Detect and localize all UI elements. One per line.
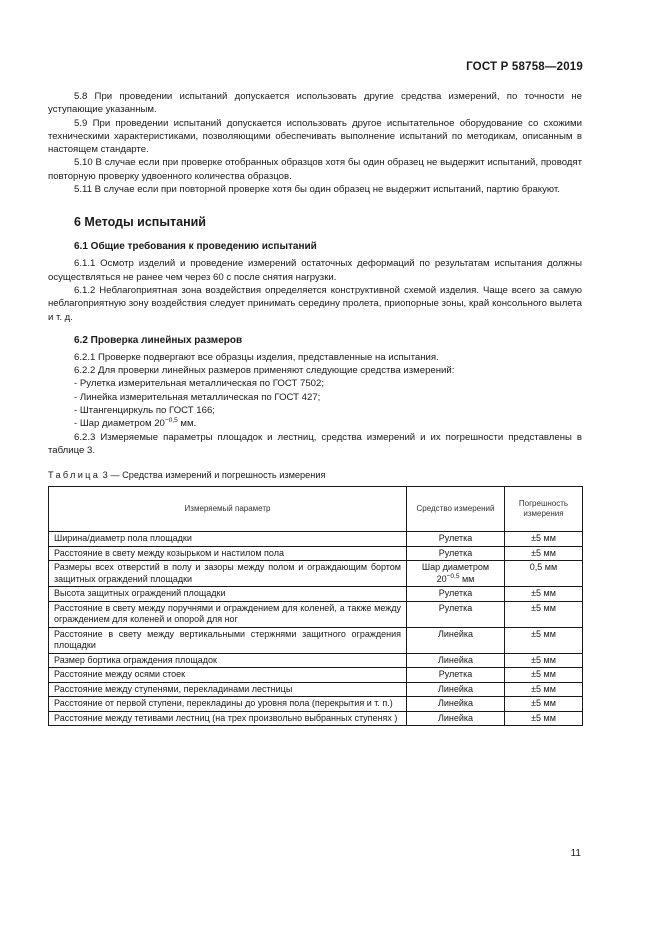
- header-error: Погрешность измерения: [505, 487, 583, 532]
- section-heading-6: 6 Методы испытаний: [74, 215, 206, 230]
- cell-tool: Линейка: [407, 711, 505, 726]
- cell-tool-text: Шар диаметром 20: [421, 562, 490, 584]
- cell-error: ±5 мм: [505, 546, 583, 561]
- page-number: 11: [570, 848, 581, 859]
- paragraph-5-9: 5.9 При проведении испытаний допускается использовать другое испытательное оборудование со схожими техническими характеристиками, позволяющими обеспечивать выполнение испытаний по методикам, описанным в настоящем стандарте.: [48, 117, 582, 156]
- cell-tool: [407, 561, 505, 587]
- table-caption: [48, 470, 582, 480]
- header-tool: Средство измерений: [407, 487, 505, 532]
- cell-tool: Рулетка: [407, 532, 505, 547]
- cell-parameter: Размеры всех отверстий в полу и зазоры между полом и ограждающим бортом защитных ограждений площадки: [49, 561, 407, 587]
- cell-tool: Рулетка: [407, 587, 505, 602]
- table-row: [49, 711, 583, 726]
- cell-parameter: Расстояние в свету между козырьком и настилом пола: [49, 546, 407, 561]
- table-header-row: [49, 487, 583, 532]
- subsection-heading-6-1: 6.1 Общие требования к проведению испытаний: [74, 241, 317, 253]
- cell-error: ±5 мм: [505, 711, 583, 726]
- cell-error: 0,5 мм: [505, 561, 583, 587]
- cell-parameter: Расстояние между тетивами лестниц (на трех произвольно выбранных ступенях ): [49, 711, 407, 726]
- paragraph-6-2-3: 6.2.3 Измеряемые параметры площадок и лестниц, средства измерений и их погрешности представлены в таблице 3.: [48, 431, 582, 456]
- list-item-ball-unit: мм.: [177, 418, 197, 430]
- paragraph-6-2-1: 6.2.1 Проверке подвергают все образцы изделия, представленные на испытания.: [74, 351, 439, 363]
- cell-parameter: Ширина/диаметр пола площадки: [49, 532, 407, 547]
- page-content: [48, 90, 582, 726]
- cell-error: ±5 мм: [505, 697, 583, 712]
- table-row: [49, 697, 583, 712]
- list-item: - Рулетка измерительная металлическая по ГОСТ 7502;: [74, 378, 325, 390]
- cell-parameter: Расстояние между ступенями, перекладинами лестницы: [49, 682, 407, 697]
- cell-error: ±5 мм: [505, 668, 583, 683]
- paragraph-5-10: 5.10 В случае если при проверке отобранных образцов хотя бы один образец не выдержит испытаний, проводят повторную проверку удвоенного количества образцов.: [48, 157, 582, 182]
- cell-parameter: Расстояние от первой ступени, перекладины до уровня пола (перекрытия и т. п.): [49, 697, 407, 712]
- cell-tool: Рулетка: [407, 601, 505, 627]
- paragraph-6-1-2: 6.1.2 Неблагоприятная зона воздействия определяется конструктивной схемой изделия. Чаще всего за самую неблагоприятную зону воздействия следует принимать середину пролета, приопорные зоны, край консольного вылета и т. д.: [48, 284, 582, 323]
- table-row: [49, 601, 583, 627]
- table-row: [49, 627, 583, 653]
- tolerance-superscript: −0,5: [164, 417, 178, 425]
- header-parameter: Измеряемый параметр: [49, 487, 407, 532]
- cell-tool: Линейка: [407, 627, 505, 653]
- cell-error: ±5 мм: [505, 532, 583, 547]
- list-item-ball-text: - Шар диаметром 20: [74, 418, 165, 430]
- cell-error: ±5 мм: [505, 587, 583, 602]
- cell-tool: Линейка: [407, 697, 505, 712]
- cell-tool: Рулетка: [407, 668, 505, 683]
- paragraph-5-8: 5.8 При проведении испытаний допускается использовать другие средства измерений, по точности не уступающие указанным.: [48, 91, 582, 116]
- subsection-heading-6-2: 6.2 Проверка линейных размеров: [74, 334, 243, 346]
- paragraph-5-11: 5.11 В случае если при повторной проверке хотя бы один образец не выдержит испытаний, партию бракуют.: [74, 184, 560, 196]
- cell-parameter: Размер бортика ограждения площадок: [49, 653, 407, 668]
- tolerance-superscript: −0,5: [446, 572, 460, 580]
- table-row: [49, 587, 583, 602]
- measurement-table: [48, 486, 583, 726]
- table-caption-word: Таблица: [48, 470, 101, 481]
- table-row: [49, 682, 583, 697]
- list-item: - Линейка измерительная металлическая по ГОСТ 427;: [74, 391, 321, 403]
- cell-parameter: Расстояние в свету между поручнями и ограждением для коленей, а также между ограждением для коленей и опорой для ног: [49, 601, 407, 627]
- cell-parameter: Расстояние между осями стоек: [49, 668, 407, 683]
- cell-error: ±5 мм: [505, 682, 583, 697]
- table-row: [49, 561, 583, 587]
- paragraph-6-1-1: 6.1.1 Осмотр изделий и проведение измерений остаточных деформаций по результатам испытания должны осуществляться не ранее чем через 60 с после снятия нагрузки.: [48, 258, 582, 283]
- cell-error: ±5 мм: [505, 653, 583, 668]
- paragraph-6-2-2: 6.2.2 Для проверки линейных размеров применяют следующие средства измерений:: [74, 365, 455, 377]
- table-caption-text: 3 — Средства измерений и погрешность измерения: [100, 470, 326, 481]
- table-row: [49, 668, 583, 683]
- cell-error: ±5 мм: [505, 601, 583, 627]
- cell-tool: Рулетка: [407, 546, 505, 561]
- table-row: [49, 532, 583, 547]
- list-item-ball: [48, 417, 582, 430]
- cell-tool: Линейка: [407, 682, 505, 697]
- cell-error: ±5 мм: [505, 627, 583, 653]
- document-code: ГОСТ Р 58758—2019: [466, 61, 583, 73]
- cell-tool-unit: мм: [459, 573, 475, 584]
- list-item: - Штангенциркуль по ГОСТ 166;: [74, 405, 215, 417]
- table-row: [49, 653, 583, 668]
- table-row: [49, 546, 583, 561]
- cell-parameter: Расстояние в свету между вертикальными стержнями защитного ограждения площадки: [49, 627, 407, 653]
- cell-parameter: Высота защитных ограждений площадки: [49, 587, 407, 602]
- cell-tool: Линейка: [407, 653, 505, 668]
